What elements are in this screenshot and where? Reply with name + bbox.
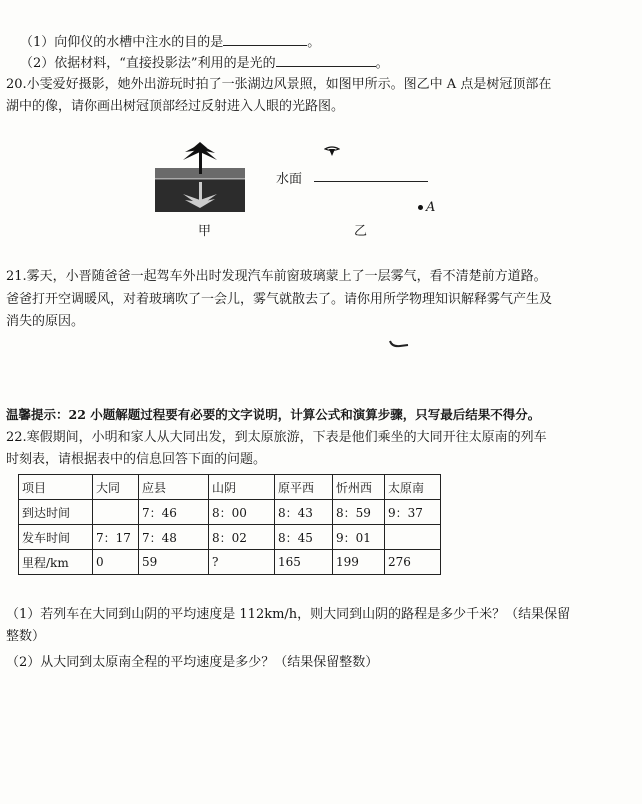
q20-line2: 湖中的像，请你画出树冠顶部经过反射进入人眼的光路图。	[6, 99, 345, 114]
q19-answer-blank-2[interactable]	[276, 52, 376, 67]
q19-line1: （1）向仰仪的水槽中注水的目的是 。	[20, 31, 320, 52]
table-cell: ?	[209, 550, 275, 575]
table-cell: 9：37	[385, 500, 441, 525]
q19-line2: （2）依据材料，“直接投影法”利用的是光的 。	[20, 52, 389, 73]
q19-answer-blank-1[interactable]	[223, 31, 307, 46]
eye-icon	[324, 146, 340, 158]
table-header-cell: 太原南	[385, 475, 441, 500]
table-row	[19, 550, 441, 575]
table-cell: 里程/km	[19, 550, 93, 575]
point-a-label: A	[426, 200, 436, 215]
table-cell: 8：02	[209, 525, 275, 550]
table-header-cell: 原平西	[275, 475, 333, 500]
water-surface-label: 水面	[276, 172, 303, 187]
table-cell: 8：59	[333, 500, 385, 525]
q21-line2: 爸爸打开空调暖风，对着玻璃吹了一会儿，雾气就散去了。请你用所学物理知识解释雾气产生及	[6, 292, 553, 307]
table-cell: 199	[333, 550, 385, 575]
table-header-cell: 项目	[19, 475, 93, 500]
q22-sub2: （2）从大同到太原南全程的平均速度是多少？（结果保留整数）	[6, 655, 379, 670]
table-cell: 8：45	[275, 525, 333, 550]
tip-text: 温馨提示：22 小题解题过程要有必要的文字说明，计算公式和演算步骤，只写最后结果不得分。	[6, 407, 541, 422]
table-cell: 到达时间	[19, 500, 93, 525]
train-timetable	[18, 474, 441, 575]
q21-line1: 21.雾天，小晋随爸爸一起驾车外出时发现汽车前窗玻璃蒙上了一层雾气，看不清楚前方道路。	[6, 269, 547, 284]
table-header-cell: 应县	[139, 475, 209, 500]
table-cell	[385, 525, 441, 550]
pen-mark	[388, 339, 410, 349]
table-cell: 7：46	[139, 500, 209, 525]
table-header-row	[19, 475, 441, 500]
q22-sub1-line2: 整数）	[6, 629, 46, 644]
table-cell: 发车时间	[19, 525, 93, 550]
table-cell: 7：17	[93, 525, 139, 550]
table-cell: 165	[275, 550, 333, 575]
figure-caption-yi: 乙	[354, 224, 368, 239]
q19-line1-text: （1）向仰仪的水槽中注水的目的是	[20, 35, 224, 50]
table-cell: 8：43	[275, 500, 333, 525]
q22-line2: 时刻表，请根据表中的信息回答下面的问题。	[6, 452, 267, 467]
table-cell: 0	[93, 550, 139, 575]
table-cell: 276	[385, 550, 441, 575]
table-header-cell: 忻州西	[333, 475, 385, 500]
table-cell: 59	[139, 550, 209, 575]
q19-line2-text: （2）依据材料，“直接投影法”利用的是光的	[20, 56, 276, 71]
table-header-cell: 大同	[93, 475, 139, 500]
water-surface-line	[314, 181, 428, 182]
table-cell: 7：48	[139, 525, 209, 550]
q22-line1: 22.寒假期间，小明和家人从大同出发，到太原旅游，下表是他们乘坐的大同开往太原南的列车	[6, 430, 547, 445]
table-cell: 8：00	[209, 500, 275, 525]
point-a-dot	[418, 205, 423, 210]
table-row	[19, 500, 441, 525]
figure-caption-jia: 甲	[198, 224, 212, 239]
q21-line3: 消失的原因。	[6, 314, 85, 329]
lake-photo-figure	[155, 138, 245, 218]
q22-sub1-line1: （1）若列车在大同到山阴的平均速度是 112km/h，则大同到山阴的路程是多少千米？（结果保留	[6, 607, 571, 622]
table-row	[19, 525, 441, 550]
table-cell	[93, 500, 139, 525]
table-cell: 9：01	[333, 525, 385, 550]
table-header-cell: 山阴	[209, 475, 275, 500]
q20-line1: 20.小雯爱好摄影，她外出游玩时拍了一张湖边风景照，如图甲所示。图乙中 A 点是树冠顶部在	[6, 77, 552, 92]
